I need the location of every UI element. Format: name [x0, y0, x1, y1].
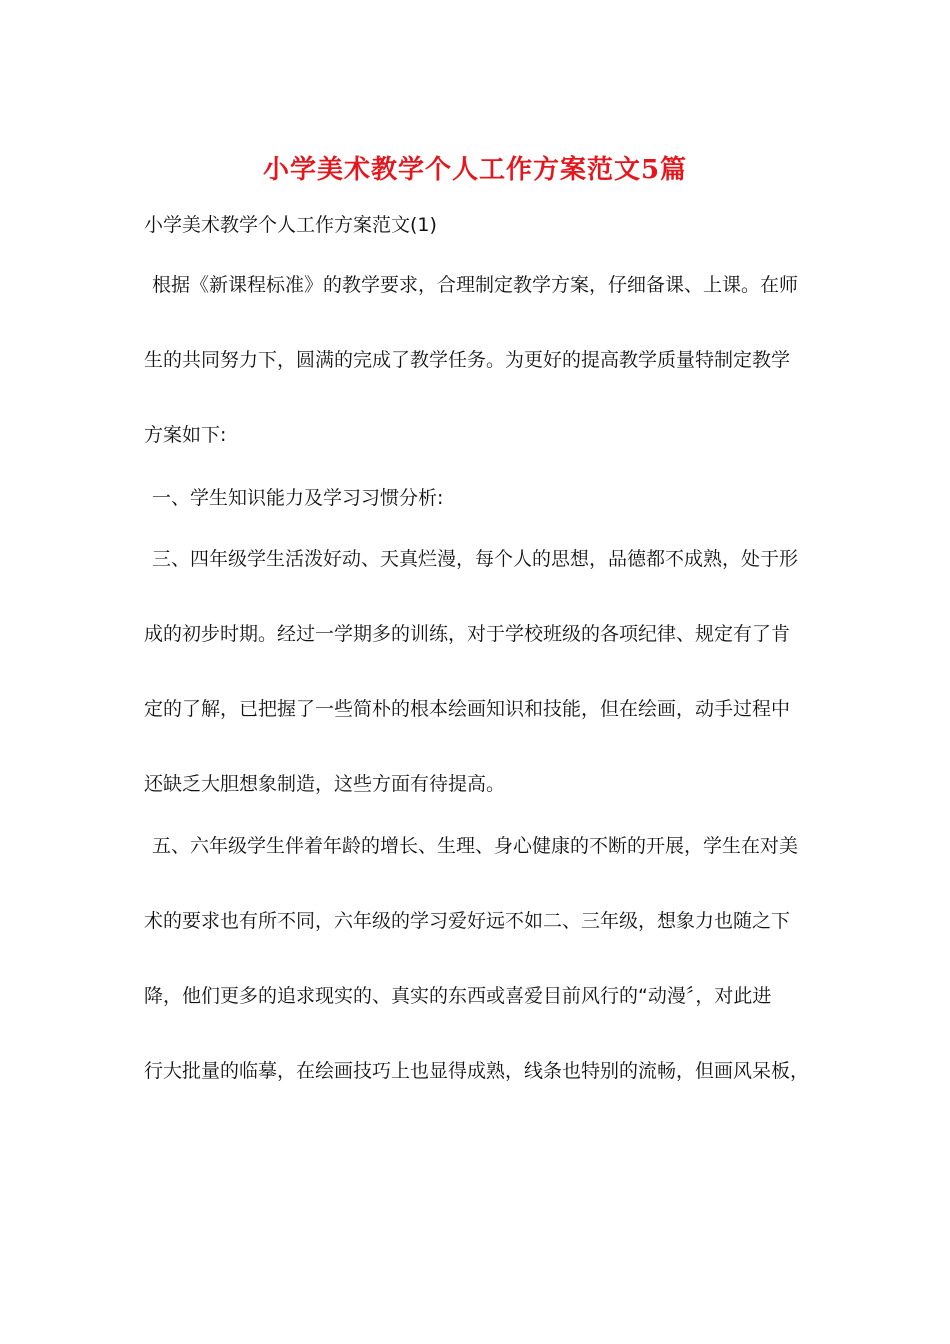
paragraph-line: 术的要求也有所不同，六年级的学习爱好远不如二、三年级，想象力也随之下 [144, 910, 791, 932]
paragraph-line: 成的初步时期。经过一学期多的训练，对于学校班级的各项纪律、规定有了肯 [144, 623, 791, 645]
paragraph-line: 降，他们更多的追求现实的、真实的东西或喜爱目前风行的“动漫〞，对此进 [144, 985, 772, 1007]
paragraph-line: 三、四年级学生活泼好动、天真烂漫，每个人的思想，品德都不成熟，处于形 [152, 548, 799, 570]
paragraph-line: 一、学生知识能力及学习习惯分析: [152, 487, 444, 509]
paragraph-line: 生的共同努力下，圆满的完成了教学任务。为更好的提高教学质量特制定教学 [144, 349, 791, 371]
paragraph-line: 五、六年级学生伴着年龄的增长、生理、身心健康的不断的开展，学生在对美 [152, 835, 799, 857]
paragraph-line: 定的了解，已把握了一些简朴的根本绘画知识和技能，但在绘画，动手过程中 [144, 698, 791, 720]
document-title: 小学美术教学个人工作方案范文5篇 [262, 155, 688, 185]
paragraph-line: 根据《新课程标准》的教学要求，合理制定教学方案，仔细备课、上课。在师 [152, 274, 799, 296]
paragraph-line: 行大批量的临摹，在绘画技巧上也显得成熟，线条也特别的流畅，但画风呆板， [144, 1060, 810, 1082]
paragraph-line: 方案如下: [144, 424, 227, 446]
section-heading: 小学美术教学个人工作方案范文(1) [144, 214, 437, 236]
paragraph-line: 还缺乏大胆想象制造，这些方面有待提高。 [144, 773, 506, 795]
